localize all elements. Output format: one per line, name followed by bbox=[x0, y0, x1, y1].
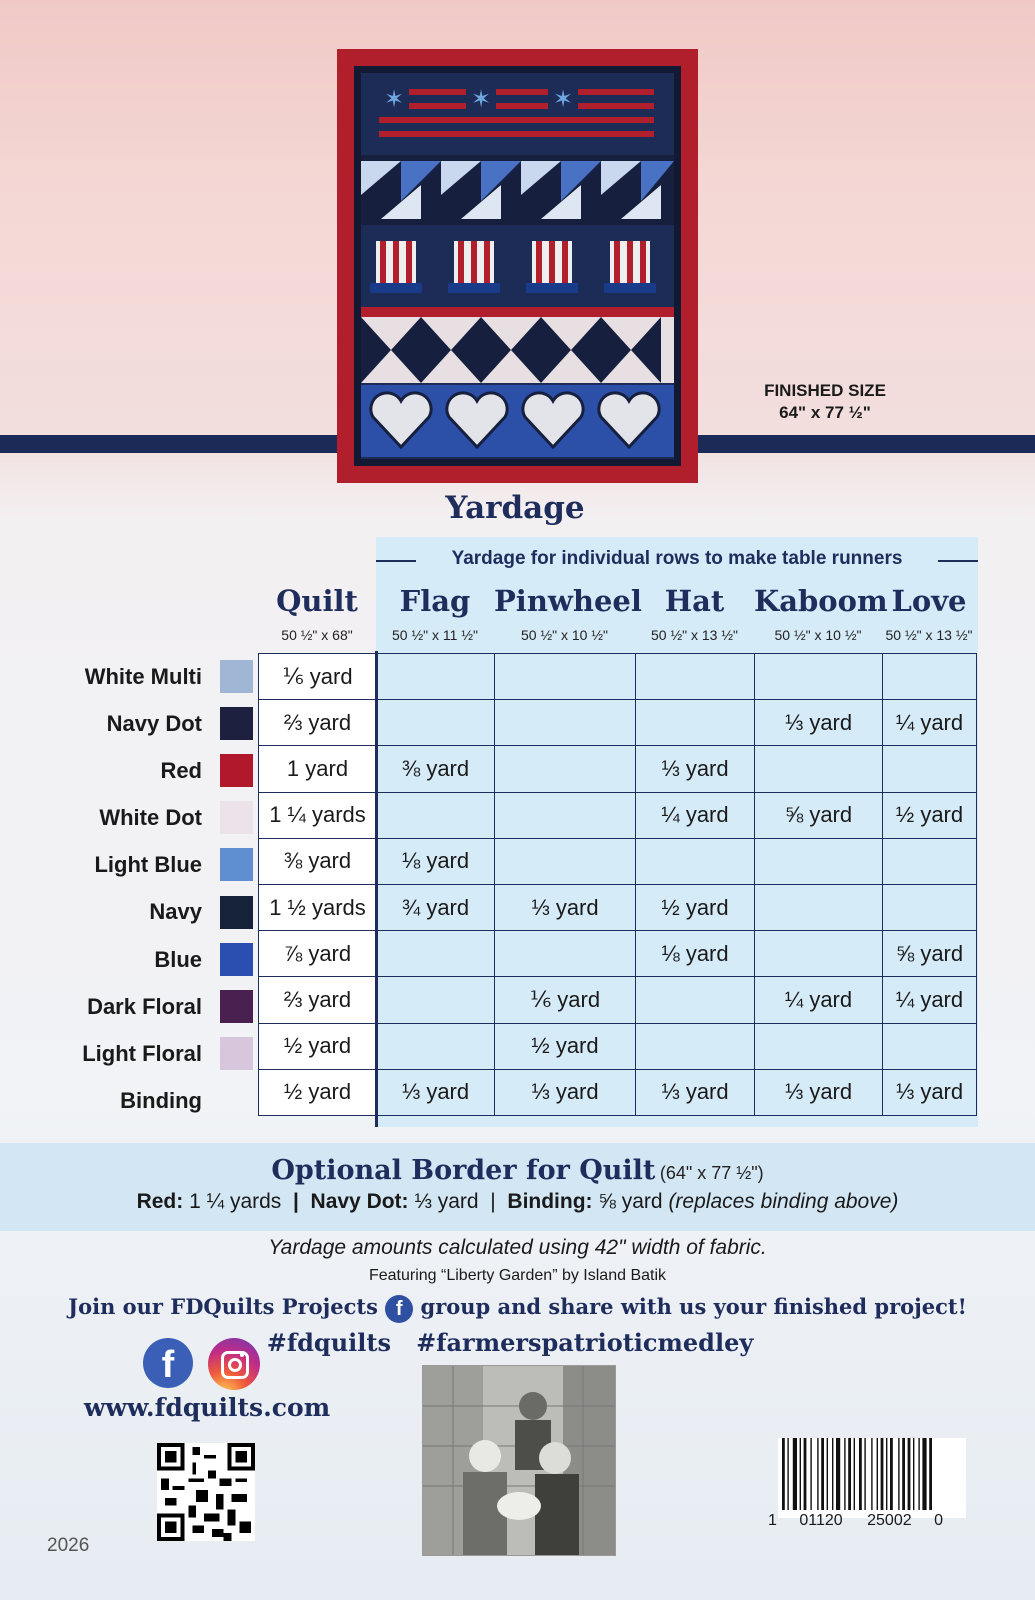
yardage-cell bbox=[377, 654, 495, 700]
yardage-cell: ⅙ yard bbox=[495, 977, 636, 1023]
qr-code[interactable] bbox=[157, 1443, 255, 1541]
fabric-labels bbox=[30, 653, 202, 1124]
fabric-label: Light Floral bbox=[82, 1040, 202, 1066]
hashtag-fdquilts: #fdquilts bbox=[266, 1328, 391, 1357]
yardage-cell: ⅝ yard bbox=[883, 931, 977, 977]
table-row bbox=[259, 931, 977, 977]
col-header-hat: Hat bbox=[664, 584, 725, 618]
fabric-width-note: Yardage amounts calculated using 42" width of fabric. bbox=[268, 1236, 767, 1259]
table-row bbox=[259, 700, 977, 746]
border-binding-label: Binding: bbox=[507, 1190, 593, 1213]
yardage-cell: ⅞ yard bbox=[259, 931, 377, 977]
yardage-cell bbox=[636, 654, 755, 700]
optional-border-title: Optional Border for Quilt bbox=[271, 1155, 656, 1186]
yardage-title: Yardage bbox=[445, 490, 585, 526]
fabric-swatch bbox=[220, 754, 253, 787]
col-size-kaboom: 50 ½" x 10 ½" bbox=[774, 627, 862, 643]
optional-border-size: (64" x 77 ½") bbox=[659, 1163, 764, 1183]
border-navy-value: ⅓ yard bbox=[414, 1190, 479, 1213]
col-size-hat: 50 ½" x 13 ½" bbox=[651, 627, 738, 643]
yardage-cell bbox=[377, 931, 495, 977]
header-rule-left bbox=[376, 560, 416, 562]
yardage-cell bbox=[377, 977, 495, 1023]
yardage-cell bbox=[495, 700, 636, 746]
yardage-cell bbox=[495, 792, 636, 838]
yardage-cell: ⅔ yard bbox=[259, 977, 377, 1023]
table-row bbox=[259, 792, 977, 838]
yardage-cell bbox=[883, 838, 977, 884]
finished-size-value: 64" x 77 ½" bbox=[779, 403, 871, 422]
yardage-cell bbox=[495, 931, 636, 977]
facebook-icon[interactable]: f bbox=[385, 1295, 413, 1323]
yardage-cell: ⅓ yard bbox=[755, 1069, 883, 1115]
barcode-digits-3: 25002 bbox=[867, 1512, 912, 1529]
fabric-label: Dark Floral bbox=[87, 993, 202, 1019]
join-group-line bbox=[0, 1294, 1035, 1323]
svg-text:✶: ✶ bbox=[470, 85, 492, 113]
table-row bbox=[259, 1069, 977, 1115]
facebook-icon[interactable]: f bbox=[143, 1338, 193, 1388]
header-rule-right bbox=[938, 560, 978, 562]
col-header-pinwheel: Pinwheel bbox=[494, 584, 642, 618]
yardage-cell bbox=[636, 700, 755, 746]
fabric-label: Blue bbox=[154, 946, 202, 972]
fabric-label: White Multi bbox=[84, 664, 202, 689]
barcode-digit-1: 1 bbox=[768, 1512, 777, 1529]
yardage-cell: ⅓ yard bbox=[883, 1069, 977, 1115]
yardage-cell: ⅙ yard bbox=[259, 654, 377, 700]
yardage-cell: 1 ½ yards bbox=[259, 884, 377, 930]
yardage-cell bbox=[377, 792, 495, 838]
yardage-cell: ⅔ yard bbox=[259, 700, 377, 746]
table-row bbox=[259, 838, 977, 884]
yardage-cell: ⅝ yard bbox=[755, 792, 883, 838]
border-red-value: 1 ¼ yards bbox=[189, 1190, 282, 1213]
fabric-swatch bbox=[220, 896, 253, 929]
yardage-cell: ½ yard bbox=[495, 1023, 636, 1069]
yardage-cell: ⅓ yard bbox=[377, 1069, 495, 1115]
kids-photo bbox=[422, 1365, 616, 1556]
website-link[interactable]: www.fdquilts.com bbox=[83, 1393, 331, 1422]
yardage-cell: ⅜ yard bbox=[259, 838, 377, 884]
col-size-pinwheel: 50 ½" x 10 ½" bbox=[521, 627, 608, 643]
barcode-numbers bbox=[768, 1512, 974, 1530]
yardage-cell: ⅛ yard bbox=[377, 838, 495, 884]
yardage-cell bbox=[883, 746, 977, 792]
kaboom-row bbox=[361, 307, 674, 383]
table-row bbox=[259, 746, 977, 792]
col-header-quilt: Quilt bbox=[276, 584, 358, 618]
fabric-label: Red bbox=[160, 758, 202, 784]
hashtag-medley: #farmerspatrioticmedley bbox=[416, 1328, 754, 1357]
yardage-cell bbox=[636, 977, 755, 1023]
yardage-cell bbox=[495, 838, 636, 884]
col-size-quilt: 50 ½" x 68" bbox=[281, 627, 353, 643]
yardage-cell: ⅓ yard bbox=[636, 1069, 755, 1115]
barcode bbox=[778, 1438, 966, 1518]
yardage-cell bbox=[755, 1023, 883, 1069]
col-header-kaboom: Kaboom bbox=[754, 584, 888, 618]
yardage-cell: ¾ yard bbox=[377, 884, 495, 930]
rows-header bbox=[376, 548, 978, 570]
fabric-swatch bbox=[220, 801, 253, 834]
yardage-cell: ¼ yard bbox=[883, 700, 977, 746]
join-text-a: Join our FDQuilts Projects bbox=[68, 1294, 378, 1319]
fabric-label: Navy Dot bbox=[106, 711, 202, 737]
yardage-cell: 1 ¼ yards bbox=[259, 792, 377, 838]
border-navy-label: Navy Dot: bbox=[310, 1190, 409, 1213]
yardage-cell bbox=[495, 654, 636, 700]
quilt-photo bbox=[337, 49, 698, 483]
col-header-flag: Flag bbox=[399, 584, 471, 618]
pinwheel-row bbox=[361, 155, 674, 225]
border-red-label: Red: bbox=[136, 1190, 184, 1213]
hashtags bbox=[250, 1328, 770, 1357]
yardage-cell: ½ yard bbox=[259, 1023, 377, 1069]
yardage-cell: ¼ yard bbox=[755, 977, 883, 1023]
table-divider bbox=[375, 651, 378, 1127]
yardage-cell: ⅓ yard bbox=[636, 746, 755, 792]
fabric-label: Navy bbox=[149, 899, 202, 925]
table-row bbox=[259, 1023, 977, 1069]
col-size-flag: 50 ½" x 11 ½" bbox=[392, 627, 478, 643]
yardage-cell bbox=[636, 838, 755, 884]
flag-row bbox=[361, 73, 674, 145]
table-row bbox=[259, 884, 977, 930]
yardage-cell bbox=[755, 654, 883, 700]
yardage-cell: ¼ yard bbox=[636, 792, 755, 838]
border-binding-value: ⅝ yard bbox=[598, 1190, 663, 1213]
hat-row bbox=[361, 231, 674, 303]
yardage-cell bbox=[883, 884, 977, 930]
yardage-table bbox=[258, 653, 977, 1116]
optional-border-heading bbox=[0, 1155, 1035, 1186]
yardage-cell bbox=[755, 838, 883, 884]
yardage-cell: ¼ yard bbox=[883, 977, 977, 1023]
yardage-cell: ⅓ yard bbox=[755, 700, 883, 746]
fabric-swatch bbox=[220, 990, 253, 1023]
rows-header-text: Yardage for individual rows to make table runners bbox=[451, 548, 903, 569]
fabric-label: Binding bbox=[120, 1087, 202, 1113]
yardage-cell bbox=[377, 1023, 495, 1069]
yardage-cell: ⅓ yard bbox=[495, 884, 636, 930]
svg-text:✶: ✶ bbox=[552, 85, 574, 113]
join-text-b: group and share with us your finished project! bbox=[420, 1294, 967, 1319]
barcode-digit-4: 0 bbox=[934, 1512, 943, 1529]
pattern-code: 2026 bbox=[47, 1535, 90, 1556]
yardage-cell: ⅓ yard bbox=[495, 1069, 636, 1115]
yardage-cell bbox=[883, 654, 977, 700]
yardage-cell bbox=[755, 884, 883, 930]
svg-text:✶: ✶ bbox=[383, 85, 405, 113]
yardage-cell bbox=[495, 746, 636, 792]
col-header-love: Love bbox=[891, 584, 967, 618]
finished-size-label: FINISHED SIZE bbox=[764, 381, 886, 400]
fabric-swatch bbox=[220, 1037, 253, 1070]
yardage-cell: ⅜ yard bbox=[377, 746, 495, 792]
yardage-cell bbox=[377, 700, 495, 746]
yardage-cell: ½ yard bbox=[636, 884, 755, 930]
yardage-cell bbox=[636, 1023, 755, 1069]
fabric-swatch bbox=[220, 848, 253, 881]
yardage-cell: ½ yard bbox=[883, 792, 977, 838]
table-row bbox=[259, 654, 977, 700]
featuring-note: Featuring “Liberty Garden” by Island Batik bbox=[368, 1267, 667, 1284]
fabric-swatch bbox=[220, 943, 253, 976]
fabric-swatch bbox=[220, 707, 253, 740]
yardage-cell bbox=[883, 1023, 977, 1069]
yardage-cell: ½ yard bbox=[259, 1069, 377, 1115]
table-row bbox=[259, 977, 977, 1023]
border-binding-note: (replaces binding above) bbox=[668, 1190, 899, 1213]
fabric-swatch bbox=[220, 660, 253, 693]
col-size-love: 50 ½" x 13 ½" bbox=[885, 627, 973, 643]
yardage-cell bbox=[755, 746, 883, 792]
optional-border-line: Red: 1 ¼ yards | Navy Dot: ⅓ yard | Binding: ⅝ yard (replaces binding above) bbox=[136, 1190, 899, 1213]
fabric-label: Light Blue bbox=[94, 852, 202, 878]
barcode-digits-2: 01120 bbox=[799, 1512, 843, 1529]
yardage-cell: 1 yard bbox=[259, 746, 377, 792]
instagram-icon[interactable] bbox=[208, 1338, 260, 1390]
yardage-cell: ⅛ yard bbox=[636, 931, 755, 977]
love-row bbox=[361, 385, 674, 457]
yardage-cell bbox=[755, 931, 883, 977]
finished-size bbox=[735, 380, 915, 424]
fabric-label: White Dot bbox=[99, 805, 202, 831]
